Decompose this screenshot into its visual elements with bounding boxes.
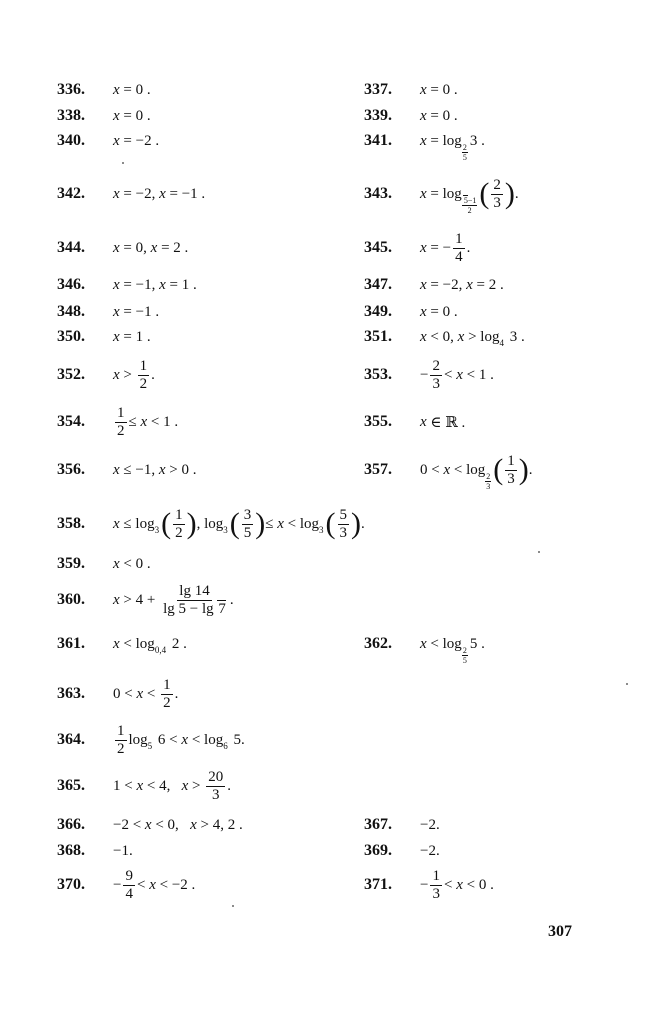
answer-371 [0, 867, 670, 902]
answer-expression: 0 < x < $\frac{1}{2}$ . [113, 676, 179, 711]
answer-expression: x = 1 . [113, 328, 151, 345]
answer-number: 358. [57, 515, 85, 532]
answer-expression: −1. [113, 842, 133, 859]
answer-expression: x = −2, x = −1 . [113, 185, 206, 202]
answer-expression: −2. [420, 842, 440, 859]
answer-number: 355. [364, 413, 392, 430]
answer-365 [0, 768, 670, 803]
answer-expression: x < log 2 5 5 . [420, 635, 485, 665]
answer-360 [0, 582, 670, 617]
scan-speck [122, 162, 124, 164]
answer-expression: x = −2 . [113, 132, 160, 149]
answer-364 [0, 722, 670, 757]
answer-number: 366. [57, 816, 85, 833]
answer-347 [0, 270, 670, 300]
answer-number: 340. [57, 132, 85, 149]
answer-expression: 1 < x < 4, x > $\frac{20}{3}$ . [113, 768, 231, 803]
answer-expression: $\frac{1}{2}$ log 5 6 < x < log 6 5. [117, 722, 245, 757]
answer-number: 339. [364, 107, 392, 124]
answer-expression: x = 0 . [113, 107, 151, 124]
answer-expression: x < 0, x > log 4 3 . [420, 328, 525, 348]
answer-355 [0, 404, 670, 439]
answer-number: 368. [57, 842, 85, 859]
answer-expression: x = −1 . [113, 303, 160, 320]
answer-number: 344. [57, 239, 85, 256]
answer-369 [0, 836, 670, 866]
answer-expression: x ≤ −1, x > 0 . [113, 461, 197, 478]
answer-363 [0, 676, 670, 711]
answer-number: 346. [57, 276, 85, 293]
answer-number: 347. [364, 276, 392, 293]
answer-number: 341. [364, 132, 392, 149]
answer-number: 342. [57, 185, 85, 202]
answer-number: 365. [57, 777, 85, 794]
answer-362 [0, 629, 670, 665]
answer-expression: x = log 2 5 3 . [420, 132, 485, 162]
answer-expression: $\frac{1}{2}$ ≤ x < 1 . [117, 404, 179, 439]
answer-number: 343. [364, 185, 392, 202]
answer-number: 349. [364, 303, 392, 320]
answer-number: 351. [364, 328, 392, 345]
answer-359 [0, 549, 670, 579]
answer-expression: −2 < x < 0, x > 4, 2 . [113, 816, 243, 833]
answer-expression: x = −2, x = 2 . [420, 276, 504, 293]
answer-number: 362. [364, 635, 392, 652]
answer-358 [0, 506, 670, 541]
answer-number: 345. [364, 239, 392, 256]
answer-expression: x = − $\frac{1}{4}$ . [420, 230, 471, 265]
answer-341 [0, 126, 670, 162]
answer-number: 353. [364, 366, 392, 383]
answer-number: 364. [57, 731, 85, 748]
answer-357 [0, 452, 670, 491]
scan-speck [232, 905, 234, 907]
answer-number: 356. [57, 461, 85, 478]
answer-expression: − $\frac{9}{4}$ < x < −2 . [113, 867, 196, 902]
answer-number: 336. [57, 81, 85, 98]
answer-expression: x = log 5−1 2 ( $\frac{2}{3}$ ) . [420, 176, 519, 215]
answer-expression: x = 0 . [420, 303, 458, 320]
answer-number: 337. [364, 81, 392, 98]
answer-number: 350. [57, 328, 85, 345]
answer-343 [0, 176, 670, 215]
answer-number: 361. [57, 635, 85, 652]
answer-number: 371. [364, 876, 392, 893]
answer-expression: −2. [420, 816, 440, 833]
answer-number: 360. [57, 591, 85, 608]
scan-speck [626, 683, 628, 685]
answer-expression: x ∈ ℝ . [420, 413, 466, 431]
answer-expression: x > 4 + $\frac{\lg 14}{\lg 5 - \lg 7}$ . [113, 582, 234, 617]
answer-expression: x < log 0,4 2 . [113, 635, 187, 655]
answer-number: 348. [57, 303, 85, 320]
answer-number: 359. [57, 555, 85, 572]
answer-expression: 0 < x < log 2 3 ( $\frac{1}{3}$ ) . [420, 452, 533, 491]
answer-number: 370. [57, 876, 85, 893]
answer-number: 338. [57, 107, 85, 124]
answer-number: 369. [364, 842, 392, 859]
answer-number: 367. [364, 816, 392, 833]
answer-number: 363. [57, 685, 85, 702]
answer-351 [0, 322, 670, 352]
answer-expression: x = 0 . [420, 107, 458, 124]
scan-speck [538, 551, 540, 553]
answer-number: 357. [364, 461, 392, 478]
answer-expression: x > $\frac{1}{2}$ . [113, 357, 155, 392]
page-number: 307 [548, 923, 572, 940]
answer-expression: x < 0 . [113, 555, 151, 572]
answer-expression: − $\frac{2}{3}$ < x < 1 . [420, 357, 494, 392]
answer-expression: x = 0 . [420, 81, 458, 98]
answer-expression: − $\frac{1}{3}$ < x < 0 . [420, 867, 494, 902]
answer-number: 352. [57, 366, 85, 383]
answer-expression: x = 0, x = 2 . [113, 239, 189, 256]
answer-353 [0, 357, 670, 392]
answer-expression: x ≤ log 3 ( $\frac{1}{2}$ ) , log 3 ( $\frac{3}{5}$ ) ≤ x < log 3 ( $\frac{5}{3}$ ) . [113, 506, 365, 541]
answer-number: 354. [57, 413, 85, 430]
answer-expression: x = 0 . [113, 81, 151, 98]
answer-expression: x = −1, x = 1 . [113, 276, 197, 293]
answer-345 [0, 230, 670, 265]
